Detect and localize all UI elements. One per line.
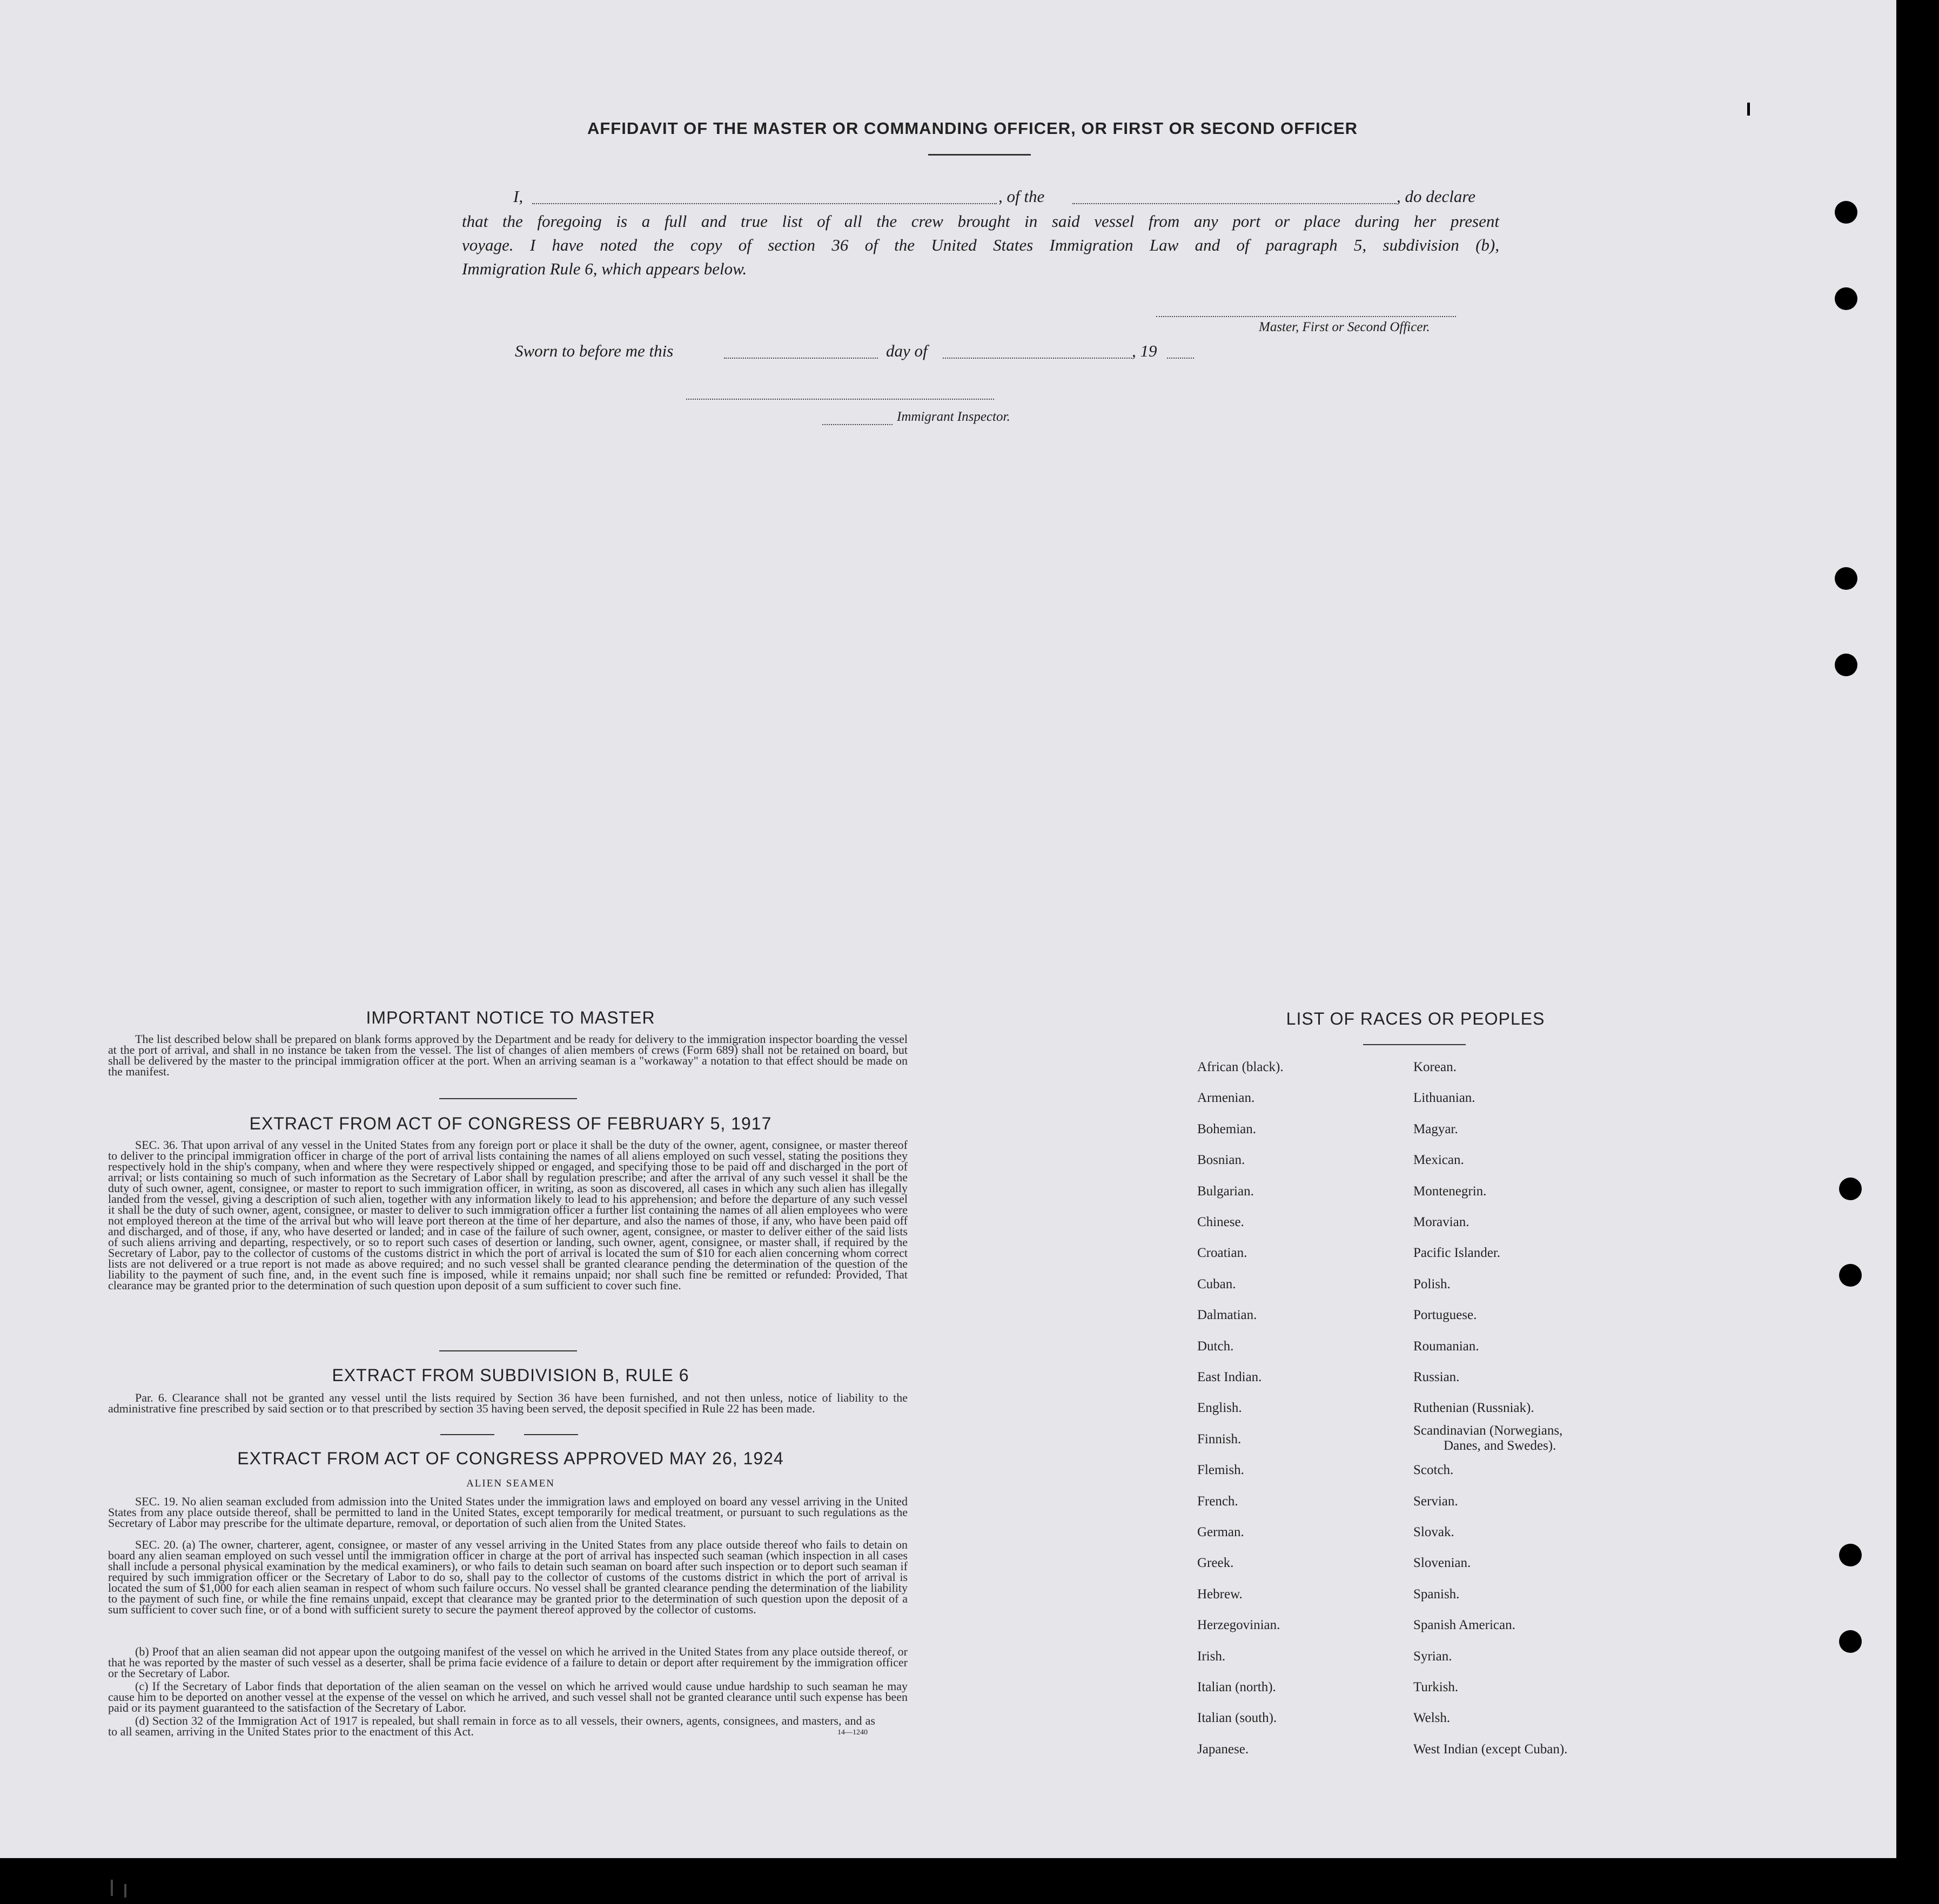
extract-rule6-text: Par. 6. Clearance shall not be granted any vessel until the lists required by Section 36 have been furnished, and not then unless, notice of liability to the administrative fine prescribed by said section or to that prescribed by section 35 having been served, the deposit specified in Rule 22 has been made. [108, 1391, 908, 1415]
race-item: Bohemian. [1197, 1121, 1257, 1136]
title-rule [928, 154, 1031, 156]
master-signature-field[interactable] [1156, 316, 1456, 317]
sworn-day-field[interactable] [724, 358, 878, 359]
race-item: Russian. [1413, 1370, 1460, 1384]
sec20b-text: (b) Proof that an alien seaman did not appear upon the outgoing manifest of the vessel on which he arrived in the United States from any place outside thereof, or that he was reported by the master of such vessel as a deserter, shall be prima facie evidence of a failure to detain or deport after requirement by the immigration officer or the Secretary of Labor. [108, 1645, 908, 1680]
of-the-label: , of the [998, 187, 1045, 206]
alien-seamen-subtitle: ALIEN SEAMEN [466, 1478, 555, 1489]
race-item: West Indian (except Cuban). [1413, 1741, 1568, 1757]
binder-hole [1835, 567, 1857, 590]
race-item: Scotch. [1413, 1463, 1454, 1478]
affidavit-body-3: Immigration Rule 6, which appears below. [462, 259, 747, 278]
binder-hole [1835, 201, 1857, 224]
notice-title: IMPORTANT NOTICE TO MASTER [366, 1008, 655, 1027]
scan-mark [124, 1884, 126, 1898]
race-item: Finnish. [1197, 1431, 1242, 1446]
race-item: East Indian. [1197, 1370, 1262, 1384]
binder-hole [1835, 654, 1857, 676]
race-item: Korean. [1413, 1060, 1457, 1074]
race-item: Slovak. [1413, 1525, 1454, 1539]
race-item: English. [1197, 1401, 1242, 1416]
binder-hole [1839, 1630, 1862, 1653]
race-item: Dalmatian. [1197, 1308, 1257, 1323]
sworn-label: Sworn to before me this [515, 341, 674, 360]
race-item: Roumanian. [1413, 1338, 1479, 1354]
race-item: Italian (north). [1197, 1680, 1276, 1694]
race-item: Flemish. [1197, 1463, 1244, 1478]
sec20d-text: (d) Section 32 of the Immigration Act of 1917 is repealed, but shall remain in force as to all vessels, their owners, agents, consignees, and masters, and as to all seamen, arriving in the United States prior to the enactment of this Act. [108, 1714, 875, 1738]
extract-rule6-title: EXTRACT FROM SUBDIVISION B, RULE 6 [332, 1365, 689, 1385]
race-item: Hebrew. [1197, 1586, 1243, 1602]
inspector-signature-field[interactable] [686, 399, 994, 400]
race-item: Bosnian. [1197, 1153, 1245, 1168]
affidavit-title: AFFIDAVIT OF THE MASTER OR COMMANDING OFFICER, OR FIRST OR SECOND OFFICER [587, 119, 1358, 138]
extract-1917-title: EXTRACT FROM ACT OF CONGRESS OF FEBRUARY 5, 1917 [249, 1114, 772, 1133]
extract-1924-title: EXTRACT FROM ACT OF CONGRESS APPROVED MAY 26, 1924 [237, 1449, 784, 1468]
inspector-prefix-field [822, 424, 893, 425]
inspector-label: Immigrant Inspector. [897, 409, 1010, 424]
form-number: 14—1240 [837, 1728, 868, 1737]
binder-hole [1839, 1178, 1862, 1200]
races-title: LIST OF RACES OR PEOPLES [1286, 1009, 1545, 1028]
race-item: German. [1197, 1525, 1244, 1539]
race-item: Spanish American. [1413, 1618, 1515, 1633]
affidavit-body-1: that the foregoing is a full and true list of all the crew brought in said vessel from any port or place during her present [462, 212, 1499, 231]
scan-mark [111, 1880, 113, 1896]
race-item: Ruthenian (Russniak). [1413, 1401, 1534, 1416]
races-title-rule [1363, 1044, 1466, 1045]
ink-mark [1747, 103, 1750, 116]
race-item: Moravian. [1413, 1215, 1470, 1229]
affidavit-i: I, [513, 187, 524, 206]
notice-text: The list described below shall be prepared on blank forms approved by the Department and be ready for delivery to the immigration inspector boarding the vessel at the port of arrival, and shall in no instance be taken from the vessel. The list of changes of alien members of crews (Form 689) shall not be retained on board, but shall be delivered by the master to the principal immigration officer at the port. When an arriving seaman is a "workaway" a notation to that effect should be made on the manifest. [108, 1032, 908, 1078]
sworn-month-field[interactable] [943, 358, 1132, 359]
section-rule-short [440, 1434, 494, 1435]
race-item: Polish. [1413, 1276, 1451, 1291]
binder-hole [1839, 1264, 1862, 1287]
race-item: Portuguese. [1413, 1308, 1477, 1323]
race-item: French. [1197, 1493, 1238, 1509]
race-item: Bulgarian. [1197, 1183, 1254, 1199]
binder-hole [1835, 287, 1857, 310]
day-of-label: day of [886, 341, 928, 360]
race-item: Japanese. [1197, 1741, 1249, 1757]
race-item: Irish. [1197, 1649, 1226, 1664]
affidavit-line1 [513, 187, 523, 206]
race-item: Welsh. [1413, 1711, 1451, 1726]
race-item: Slovenian. [1413, 1556, 1471, 1571]
sec20c-text: (c) If the Secretary of Labor finds that deportation of the alien seaman on the vessel on which he arrived would cause undue hardship to such seaman he may cause him to be deported on another vessel at the expense of the vessel on which he arrived, and such vessel shall not be granted clearance until such expense has been paid or its payment guaranteed to the satisfaction of the Secretary of Labor. [108, 1679, 908, 1714]
race-item-continuation: Danes, and Swedes). [1444, 1438, 1556, 1453]
extract-1917-text: SEC. 36. That upon arrival of any vessel in the United States from any foreign port or place it shall be the duty of the owner, agent, consignee, or master thereof to deliver to the principal immigration officer in charge of the port of arrival lists containing the names of all aliens employed on such vessel, stating the positions they respectively hold in the ship's company, when and where they were respectively shipped or engaged, and specifying those to be paid off and discharged in the port of arrival; or lists containing so much of such information as the Secretary of Labor shall by regulation prescribe; and after the arrival of any such vessel it shall be the duty of such owner, agent, consignee, or master to report to such immigration officer, in writing, as soon as discovered, all cases in which any such alien has illegally landed from the vessel, giving a description of such alien, together with any information likely to lead to his apprehension; and before the departure of any such vessel it shall be the duty of such owner, agent, consignee, or master to deliver to such immigration officer a further list containing the names of all alien employees who were not employed thereon at the time of the arrival but who will leave port thereon at the time of her departure, and also the names of those, if any, who have been paid off and discharged, and of those, if any, who have deserted or landed; and in case of the failure of such owner, agent, consignee, or master to deliver either of the said lists of such aliens arriving and departing, respectively, or so to report such cases of desertion or landing, such owner, agent, consignee, or master shall, if required by the Secretary of Labor, pay to the collector of customs of the customs district in which the port of arrival is located the sum of $10 for each alien concerning whom correct lists are not delivered or a true report is not made as above required; and no such vessel shall be granted clearance pending the determination of the question of the liability to the payment of such fine, and, in the event such fine is imposed, while it remains unpaid; nor shall such fine be remitted or refunded: Provided, That clearance may be granted prior to the determination of such question upon deposit of a sum sufficient to cover such fine. [108, 1138, 908, 1292]
vessel-field[interactable] [1072, 203, 1397, 204]
race-item: Cuban. [1197, 1276, 1236, 1291]
race-item: Magyar. [1413, 1121, 1458, 1136]
race-item: Turkish. [1413, 1680, 1459, 1694]
section-rule [439, 1098, 577, 1099]
race-item: Herzegovinian. [1197, 1618, 1280, 1633]
race-item: Pacific Islander. [1413, 1246, 1501, 1261]
year-prefix: , 19 [1132, 341, 1157, 360]
race-item: Servian. [1413, 1493, 1458, 1509]
race-item: Dutch. [1197, 1338, 1234, 1354]
sworn-year-field[interactable] [1167, 358, 1194, 359]
race-item: Chinese. [1197, 1215, 1244, 1229]
race-item: Lithuanian. [1413, 1091, 1475, 1106]
section-rule-short [524, 1434, 578, 1435]
sec19-text: SEC. 19. No alien seaman excluded from admission into the United States under the immigration laws and employed on board any vessel arriving in the United States from any place outside thereof, shall be permitted to land in the United States, except temporarily for medical treatment, or pursuant to such regulations as the Secretary of Labor may prescribe for the ultimate departure, removal, or deportation of such alien from the United States. [108, 1495, 908, 1530]
race-item: Montenegrin. [1413, 1183, 1487, 1199]
race-item: Croatian. [1197, 1246, 1247, 1261]
race-item: Italian (south). [1197, 1711, 1277, 1726]
race-item: Mexican. [1413, 1153, 1464, 1168]
race-item: Spanish. [1413, 1586, 1460, 1602]
binder-hole [1839, 1544, 1862, 1566]
race-item: Greek. [1197, 1556, 1234, 1571]
do-declare-label: , do declare [1397, 187, 1476, 206]
race-item: African (black). [1197, 1060, 1284, 1074]
race-item: Armenian. [1197, 1091, 1255, 1106]
master-signature-label: Master, First or Second Officer. [1259, 320, 1430, 334]
section-rule [439, 1350, 577, 1351]
race-item: Syrian. [1413, 1649, 1452, 1664]
race-item: Scandinavian (Norwegians, [1413, 1423, 1563, 1438]
affidavit-body-2: voyage. I have noted the copy of section 36 of the United States Immigration Law and of paragraph 5, subdivision (b), [462, 236, 1499, 254]
sec20a-text: SEC. 20. (a) The owner, charterer, agent, consignee, or master of any vessel arriving in the United States from any place outside thereof who fails to detain on board any alien seaman employed on such vessel until the immigration officer in charge at the port of arrival has inspected such seaman (which inspection in all cases shall include a personal physical examination by the medical examiners), or who fails to detain such seaman on board after such inspection or to deport such seaman if required by such immigration officer or the Secretary of Labor to do so, shall pay to the collector of customs of the customs district in which the port of arrival is located the sum of $1,000 for each alien seaman in respect of whom such failure occurs. No vessel shall be granted clearance pending the determination of the liability to the payment of such fine, or while the fine remains unpaid, except that clearance may be granted prior to the determination of such question upon the deposit of a sum sufficient to cover such fine, or of a bond with sufficient surety to secure the payment thereof approved by the collector of customs. [108, 1538, 908, 1616]
name-field[interactable] [532, 203, 997, 204]
